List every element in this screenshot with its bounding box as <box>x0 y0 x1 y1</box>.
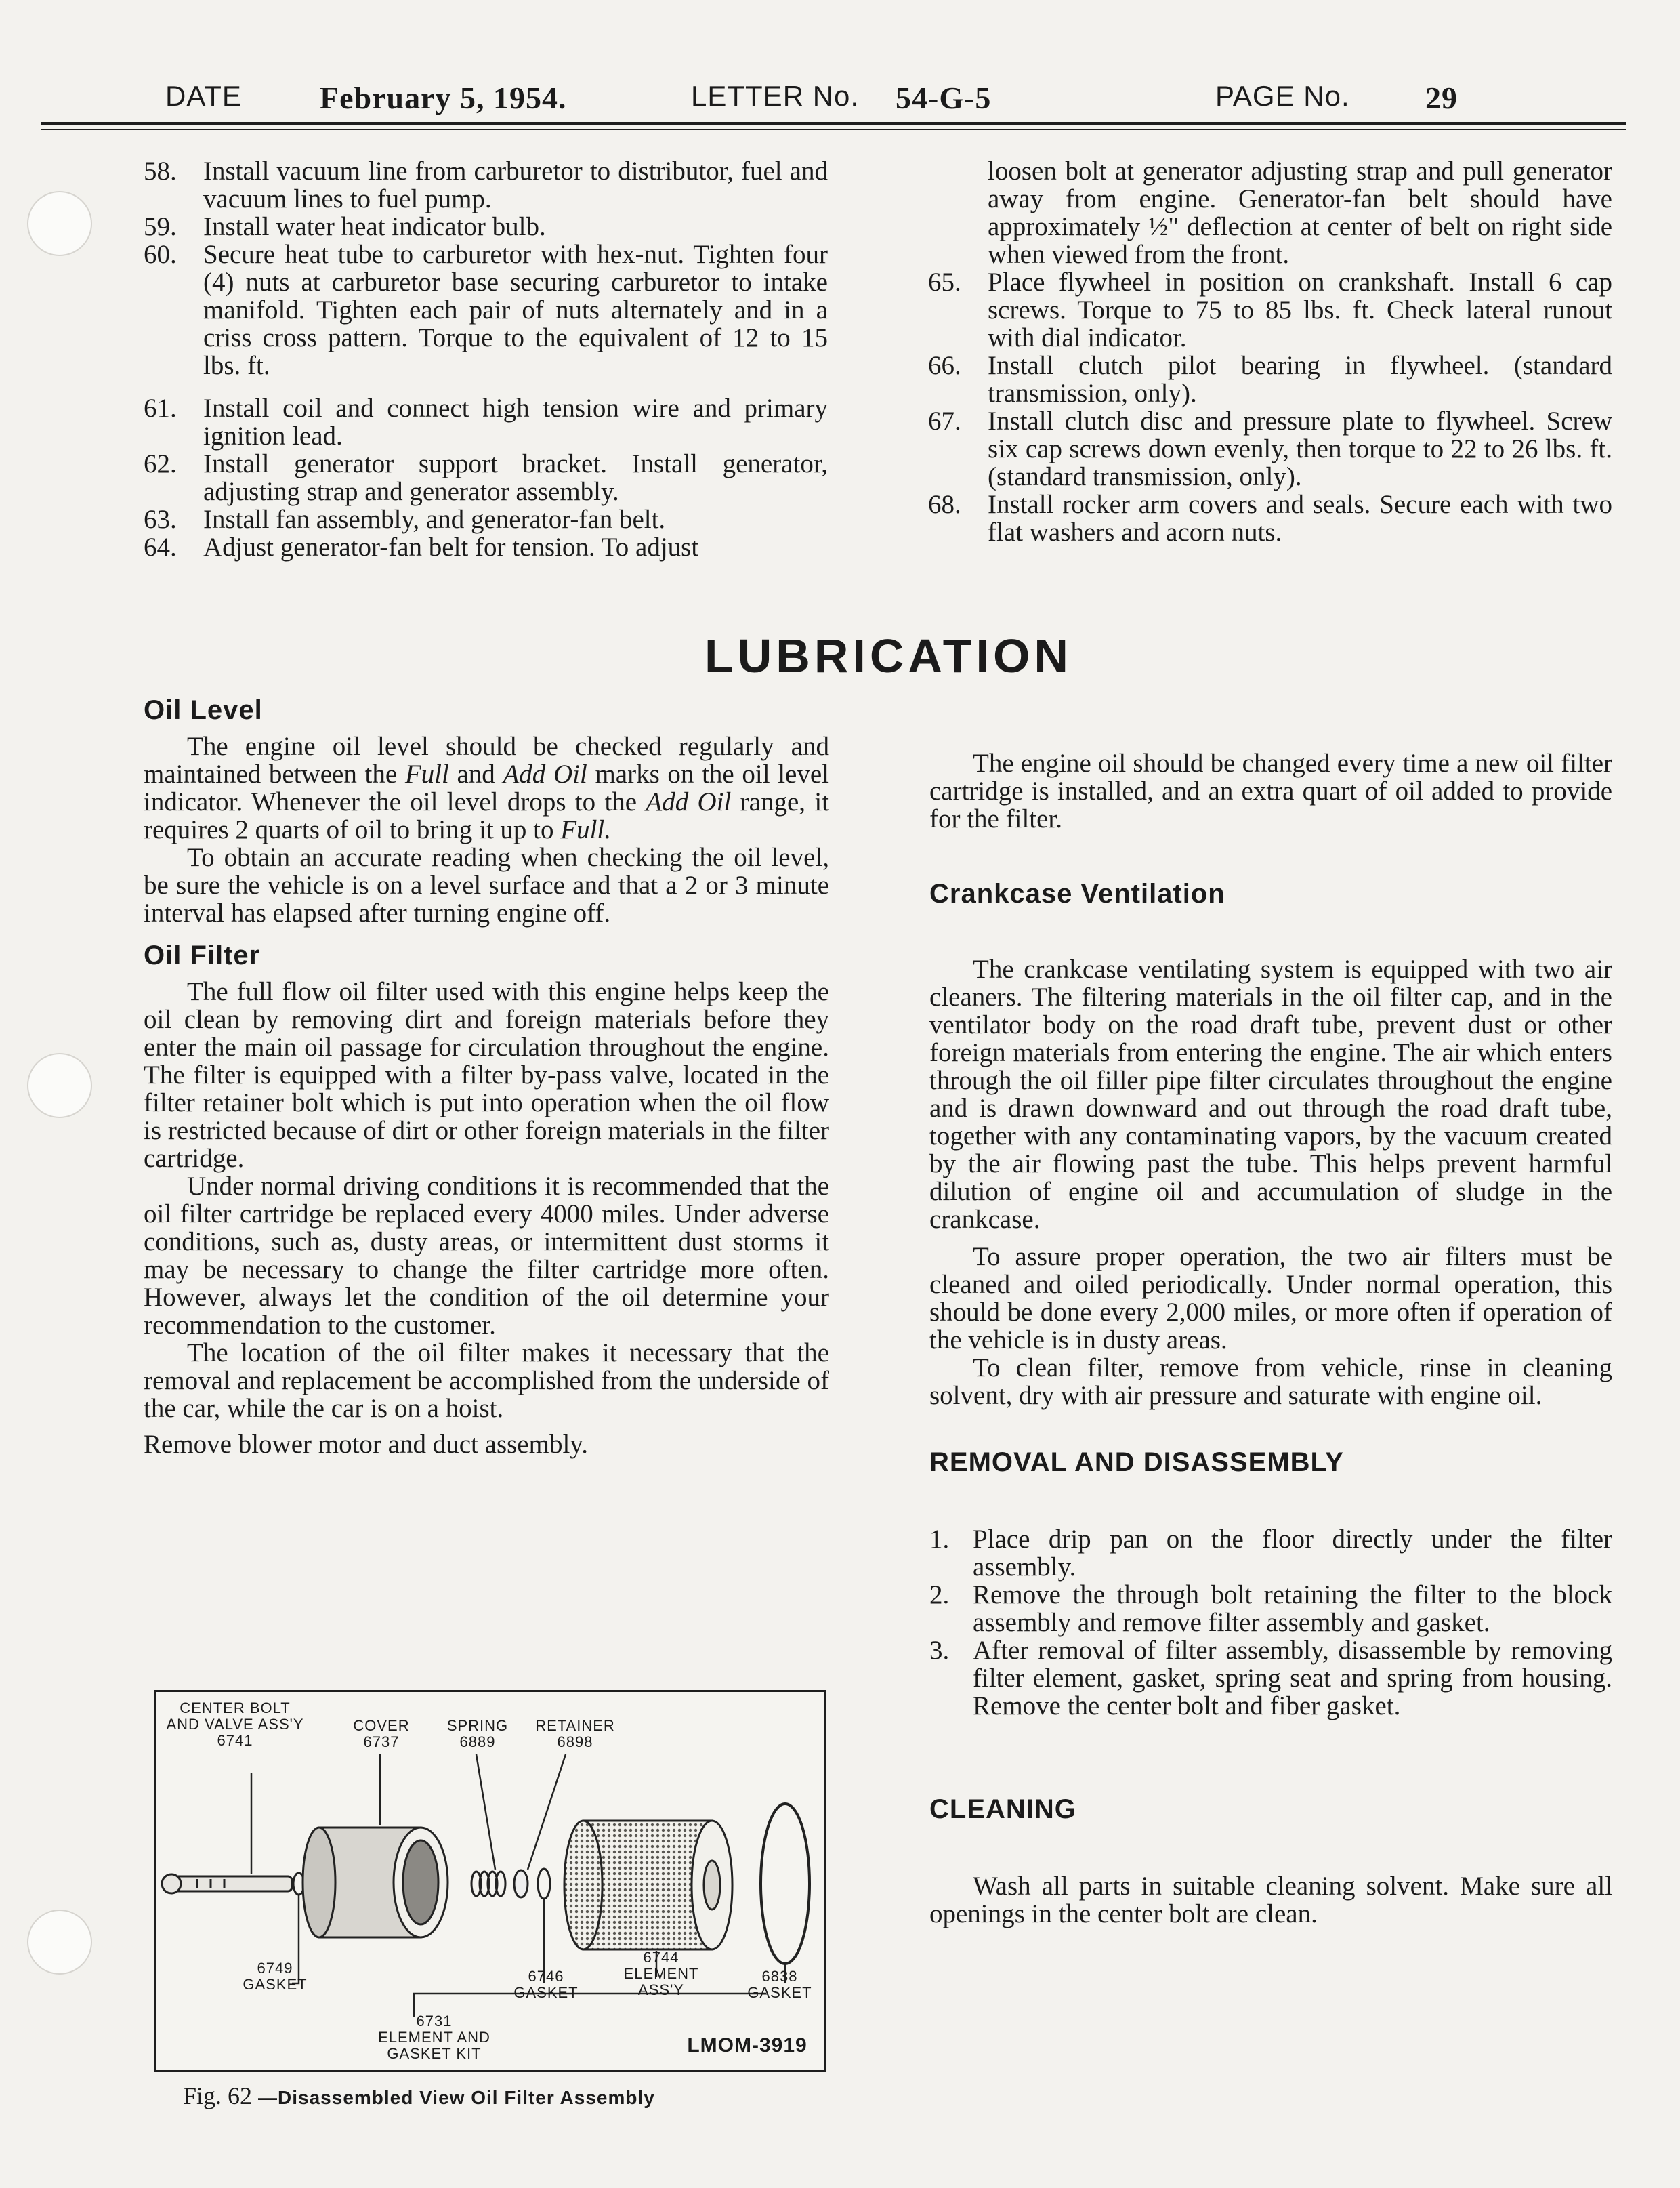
top-steps-left <box>144 157 828 561</box>
step-62: 62. Install generator support bracket. Install generator, adjusting strap and generator assembly. <box>144 449 828 506</box>
oil-filter-paragraph-2: Under normal driving conditions it is recommended that the oil filter cartridge be replaced every 4000 miles. Under adverse conditions, such as, dusty areas, or intermittent dust storms it may be necessary to change the filter cartridge more often. However, always let the condition of the oil determine your recommendation to the customer. <box>144 1172 829 1340</box>
figure-caption <box>183 2082 655 2110</box>
step-60: 60. Secure heat tube to carburetor with hex-nut. Tighten four (4) nuts at carburetor base securing carburetor to intake manifold. Tighten each pair of nuts alternately and in a criss cross pattern. Torque to the equivalent of 12 to 15 lbs. ft. <box>144 240 828 380</box>
retainer-drawing <box>514 1870 528 1897</box>
removal-heading: REMOVAL AND DISASSEMBLY <box>929 1447 1344 1477</box>
page-label: PAGE No. <box>1215 80 1350 112</box>
label-retainer: RETAINER 6898 <box>535 1717 615 1750</box>
label-gasket-6746: 6746 GASKET <box>513 1968 579 2001</box>
step-58: 58. Install vacuum line from carburetor to distributor, fuel and vacuum lines to fuel pump. <box>144 157 828 213</box>
label-figure-code: LMOM-3919 <box>687 2034 807 2057</box>
removal-step-2: 2. Remove the through bolt retaining the filter to the block assembly and remove filter assembly and gasket. <box>929 1580 1612 1637</box>
letter-value: 54-G-5 <box>896 81 992 115</box>
step-64-continued: loosen bolt at generator adjusting strap and pull generator away from engine. Generator-fan belt should have approximately ½" deflection at center of belt on right side when viewed from the front. <box>988 157 1612 269</box>
removal-step-3: 3. After removal of filter assembly, disassemble by removing filter element, gasket, spring seat and spring from housing. Remove the center bolt and fiber gasket. <box>929 1636 1612 1720</box>
page-header <box>142 80 1619 127</box>
cleaning-paragraph: Wash all parts in suitable cleaning solvent. Make sure all openings in the center bolt are clean. <box>929 1872 1612 1928</box>
element-drawing <box>564 1821 732 1949</box>
label-gasket-6838: 6838 GASKET <box>747 1968 812 2001</box>
oil-filter-paragraph-1: The full flow oil filter used with this engine helps keep the oil clean by removing dirt and foreign materials before they enter the main oil passage for circulation throughout the engine. The filter is equipped with a filter by-pass valve, located in the filter retainer bolt which is put into operation when the oil flow is restricted because of dirt or other foreign materials in the filter cartridge. <box>144 977 829 1173</box>
step-64: 64. Adjust generator-fan belt for tension. To adjust <box>144 533 699 562</box>
date-value: February 5, 1954. <box>320 81 567 115</box>
crankcase-paragraph-1: The crankcase ventilating system is equipped with two air cleaners. The filtering materials in the oil filter cap, and in the ventilator body on the road draft tube, prevent dust or other foreign materials from entering the engine. The air which enters through the oil filler pipe filter circulates throughout the engine and is drawn downward and out through the road draft tube, together with any contaminating vapors, by the vacuum created by the air flowing past the tube. This helps prevent harmful dilution of engine oil and accumulation of sludge in the crankcase. <box>929 955 1612 1234</box>
left-column <box>144 697 829 1458</box>
step-63: 63. Install fan assembly, and generator-fan belt. <box>144 505 666 534</box>
letter-label: LETTER No. <box>691 80 860 112</box>
binder-hole-top <box>27 191 92 256</box>
label-gasket-6749: 6749 GASKET <box>243 1960 308 1993</box>
binder-hole-middle <box>27 1053 92 1118</box>
figure-number: Fig. 62 <box>183 2082 253 2109</box>
step-65: 65. Place flywheel in position on crankshaft. Install 6 cap screws. Torque to 75 to 85 lbs. ft. Check lateral runout with dial indicator. <box>928 268 1612 352</box>
label-spring: SPRING 6889 <box>446 1717 509 1750</box>
top-steps-right <box>928 157 1612 546</box>
spring-drawing <box>471 1872 505 1896</box>
oil-level-heading: Oil Level <box>144 695 263 725</box>
step-67: 67. Install clutch disc and pressure plate to flywheel. Screw six cap screws down evenly, then torque to 22 to 26 lbs. ft. (standard transmission, only). <box>928 407 1612 491</box>
center-bolt-drawing <box>162 1874 292 1893</box>
date-label: DATE <box>165 80 242 112</box>
cover-drawing <box>303 1828 448 1937</box>
section-title: LUBRICATION <box>705 629 1072 682</box>
cleaning-heading: CLEANING <box>929 1794 1076 1824</box>
oil-filter-figure <box>154 1690 826 2072</box>
step-66: 66. Install clutch pilot bearing in flywheel. (standard transmission, only). <box>928 351 1612 408</box>
header-rule <box>41 122 1626 125</box>
gasket-6746-drawing <box>538 1869 550 1899</box>
crankcase-heading: Crankcase Ventilation <box>929 879 1225 909</box>
oil-level-paragraph-1: The engine oil level should be checked regularly and maintained between the Full and Add Oil marks on the oil level indicator. Whenever the oil level drops to the Add Oil range, it requires 2 quarts of oil to bring it up to Full. <box>144 732 830 844</box>
label-cover: COVER 6737 <box>353 1717 410 1750</box>
crankcase-paragraph-2: To assure proper operation, the two air filters must be cleaned and oiled periodically. Under normal operation, this should be done every 2,000 miles, or more often if operation of the vehicle is in dusty areas. <box>929 1242 1612 1355</box>
gasket-6838-drawing <box>761 1804 810 1964</box>
removal-steps <box>929 1525 1612 1720</box>
header-rule-thin <box>41 129 1626 130</box>
oil-filter-paragraph-4: Remove blower motor and duct assembly. <box>144 1430 588 1459</box>
binder-hole-bottom <box>27 1910 92 1975</box>
oil-filter-paragraph-3: The location of the oil filter makes it necessary that the removal and replacement be accomplished from the underside of the car, while the car is on a hoist. <box>144 1338 829 1423</box>
label-center-bolt: CENTER BOLT AND VALVE ASS'Y 6741 <box>166 1699 304 1749</box>
label-kit: 6731 ELEMENT AND GASKET KIT <box>378 2012 490 2062</box>
figure-caption-text: —Disassembled View Oil Filter Assembly <box>258 2087 655 2108</box>
label-element: 6744 ELEMENT ASS'Y <box>623 1949 699 1998</box>
oil-change-paragraph: The engine oil should be changed every time a new oil filter cartridge is installed, and an extra quart of oil added to provide for the filter. <box>929 749 1612 833</box>
oil-level-paragraph-2: To obtain an accurate reading when checking the oil level, be sure the vehicle is on a level surface and that a 2 or 3 minute interval has elapsed after turning engine off. <box>144 843 829 928</box>
page-value: 29 <box>1425 81 1458 115</box>
right-column <box>929 749 1612 1928</box>
step-68: 68. Install rocker arm covers and seals. Secure each with two flat washers and acorn nuts. <box>928 490 1612 547</box>
crankcase-paragraph-3: To clean filter, remove from vehicle, rinse in cleaning solvent, dry with air pressure and saturate with engine oil. <box>929 1353 1612 1410</box>
step-61: 61. Install coil and connect high tension wire and primary ignition lead. <box>144 394 828 451</box>
removal-step-1: 1. Place drip pan on the floor directly under the filter assembly. <box>929 1525 1612 1582</box>
step-59: 59. Install water heat indicator bulb. <box>144 212 546 241</box>
oil-filter-heading: Oil Filter <box>144 941 261 970</box>
